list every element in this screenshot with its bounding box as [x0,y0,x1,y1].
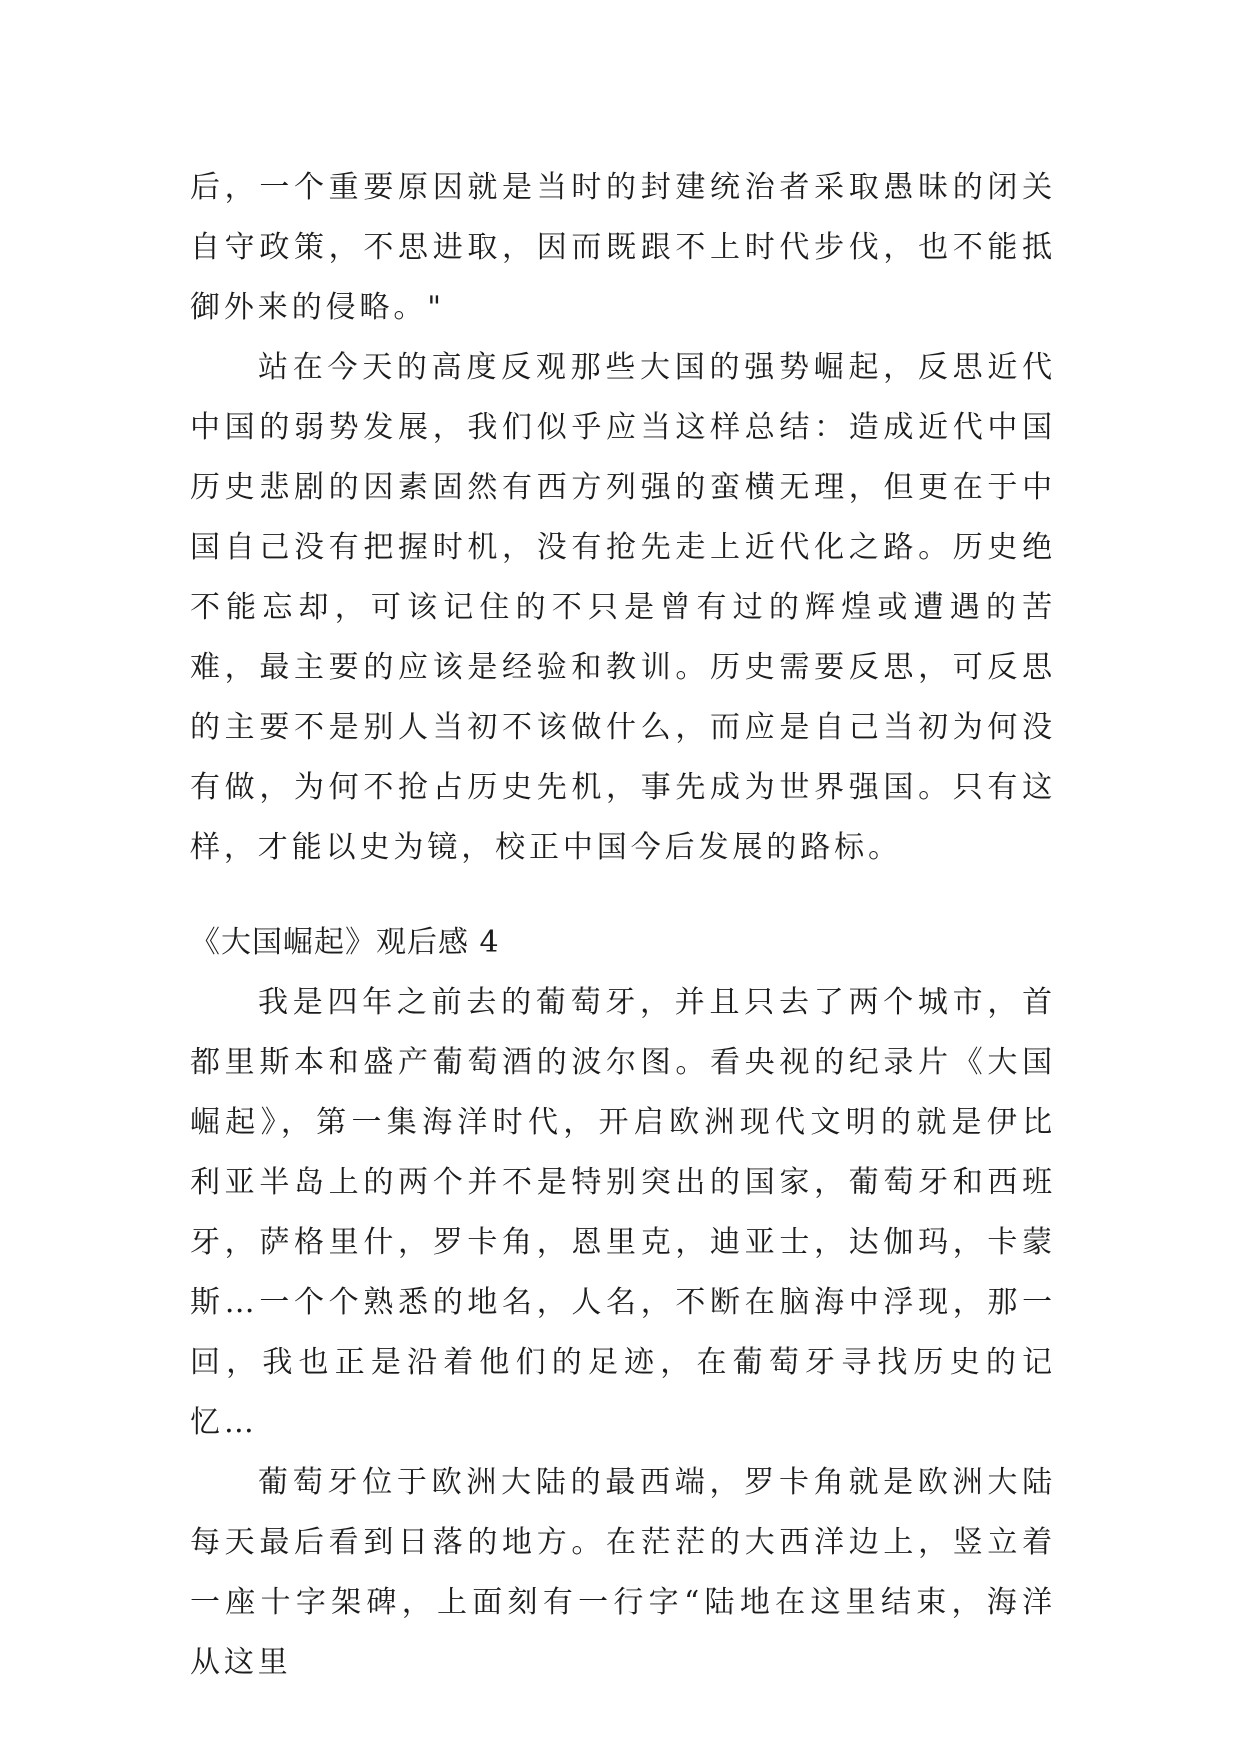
paragraph-reflection: 站在今天的高度反观那些大国的强势崛起，反思近代中国的弱势发展，我们似乎应当这样总结：造成近代中国历史悲剧的因素固然有西方列强的蛮横无理，但更在于中国自己没有把握时机，没有抢先走上近代化之路。历史绝不能忘却，可该记住的不只是曾有过的辉煌或遭遇的苦难，最主要的应该是经验和教训。历史需要反思，可反思的主要不是别人当初不该做什么，而应是自己当初为何没有做，为何不抢占历史先机，事先成为世界强国。只有这样，才能以史为镜，校正中国今后发展的路标。 [190,350,1056,865]
section-4 [190,913,1056,1693]
paragraph-portugal-trip: 我是四年之前去的葡萄牙，并且只去了两个城市，首都里斯本和盛产葡萄酒的波尔图。看央视的纪录片《大国崛起》，第一集海洋时代，开启欧洲现代文明的就是伊比利亚半岛上的两个并不是特别突出的国家，葡萄牙和西班牙，萨格里什，罗卡角，恩里克，迪亚士，达伽玛，卡蒙斯…一个个熟悉的地名，人名，不断在脑海中浮现，那一回，我也正是沿着他们的足迹，在葡萄牙寻找历史的记忆… [190,985,1056,1440]
paragraph-continuation: 后，一个重要原因就是当时的封建统治者采取愚昧的闭关自守政策，不思进取，因而既跟不上时代步伐，也不能抵御外来的侵略。" [190,170,1056,325]
paragraph-cabo-da-roca: 葡萄牙位于欧洲大陆的最西端，罗卡角就是欧洲大陆每天最后看到日落的地方。在茫茫的大西洋边上，竖立着一座十字架碑，上面刻有一行字“陆地在这里结束，海洋从这里 [190,1465,1056,1680]
section-top [190,158,1056,878]
section-heading: 《大国崛起》观后感 4 [190,925,500,960]
